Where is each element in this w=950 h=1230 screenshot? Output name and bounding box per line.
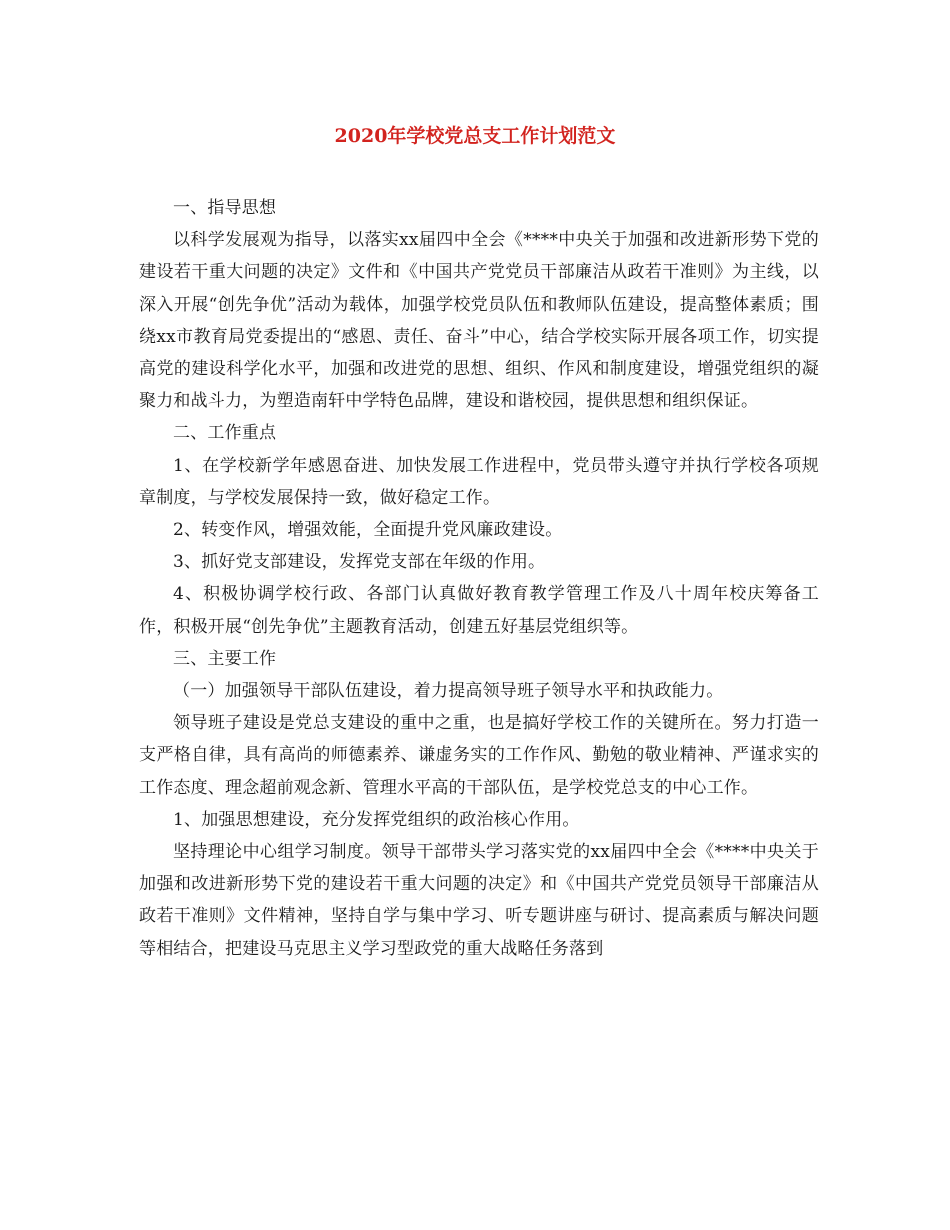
paragraph: 2、转变作风，增强效能，全面提升党风廉政建设。 [173, 520, 563, 541]
document-title: 2020年学校党总支工作计划范文 [334, 125, 616, 147]
section-heading-work-focus: 二、工作重点 [173, 423, 277, 444]
section-heading-guiding-ideology: 一、指导思想 [173, 198, 277, 218]
paragraph: 1、在学校新学年感恩奋进、加快发展工作进程中，党员带头遵守并执行学校各项规章制度，与学校发展保持一致，做好稳定工作。 [139, 455, 819, 508]
paragraph: 以科学发展观为指导，以落实xx届四中全会《****中央关于加强和改进新形势下党的建设若干重大问题的决定》文件和《中国共产党党员干部廉洁从政若干准则》为主线，以深入开展“创先争优”活动为载体，加强学校党员队伍和教师队伍建设，提高整体素质；围绕xx市教育局党委提出的“感恩、责任、奋斗”中心，结合学校实际开展各项工作，切实提高党的建设科学化水平，加强和改进党的思想、组织、作风和制度建设，增强党组织的凝聚力和战斗力，为塑造南轩中学特色品牌，建设和谐校园，提供思想和组织保证。 [139, 230, 819, 412]
document-body [139, 192, 819, 965]
paragraph: 4、积极协调学校行政、各部门认真做好教育教学管理工作及八十周年校庆筹备工作，积极开展“创先争优”主题教育活动，创建五好基层党组织等。 [139, 584, 819, 637]
paragraph: 坚持理论中心组学习制度。领导干部带头学习落实党的xx届四中全会《****中央关于加强和改进新形势下党的建设若干重大问题的决定》和《中国共产党党员领导干部廉洁从政若干准则》文件精神，坚持自学与集中学习、听专题讲座与研讨、提高素质与解决问题等相结合，把建设马克思主义学习型政党的重大战略任务落到 [139, 842, 819, 959]
paragraph: 3、抓好党支部建设，发挥党支部在年级的作用。 [173, 552, 546, 573]
subsection-heading: （一）加强领导干部队伍建设，着力提高领导班子领导水平和执政能力。 [173, 681, 724, 702]
subsection-heading: 1、加强思想建设，充分发挥党组织的政治核心作用。 [173, 809, 580, 830]
section-heading-main-work: 三、主要工作 [173, 648, 277, 669]
paragraph: 领导班子建设是党总支建设的重中之重，也是搞好学校工作的关键所在。努力打造一支严格自律，具有高尚的师德素养、谦虚务实的工作作风、勤勉的敬业精神、严谨求实的工作态度、理念超前观念新、管理水平高的干部队伍，是学校党总支的中心工作。 [139, 713, 819, 798]
